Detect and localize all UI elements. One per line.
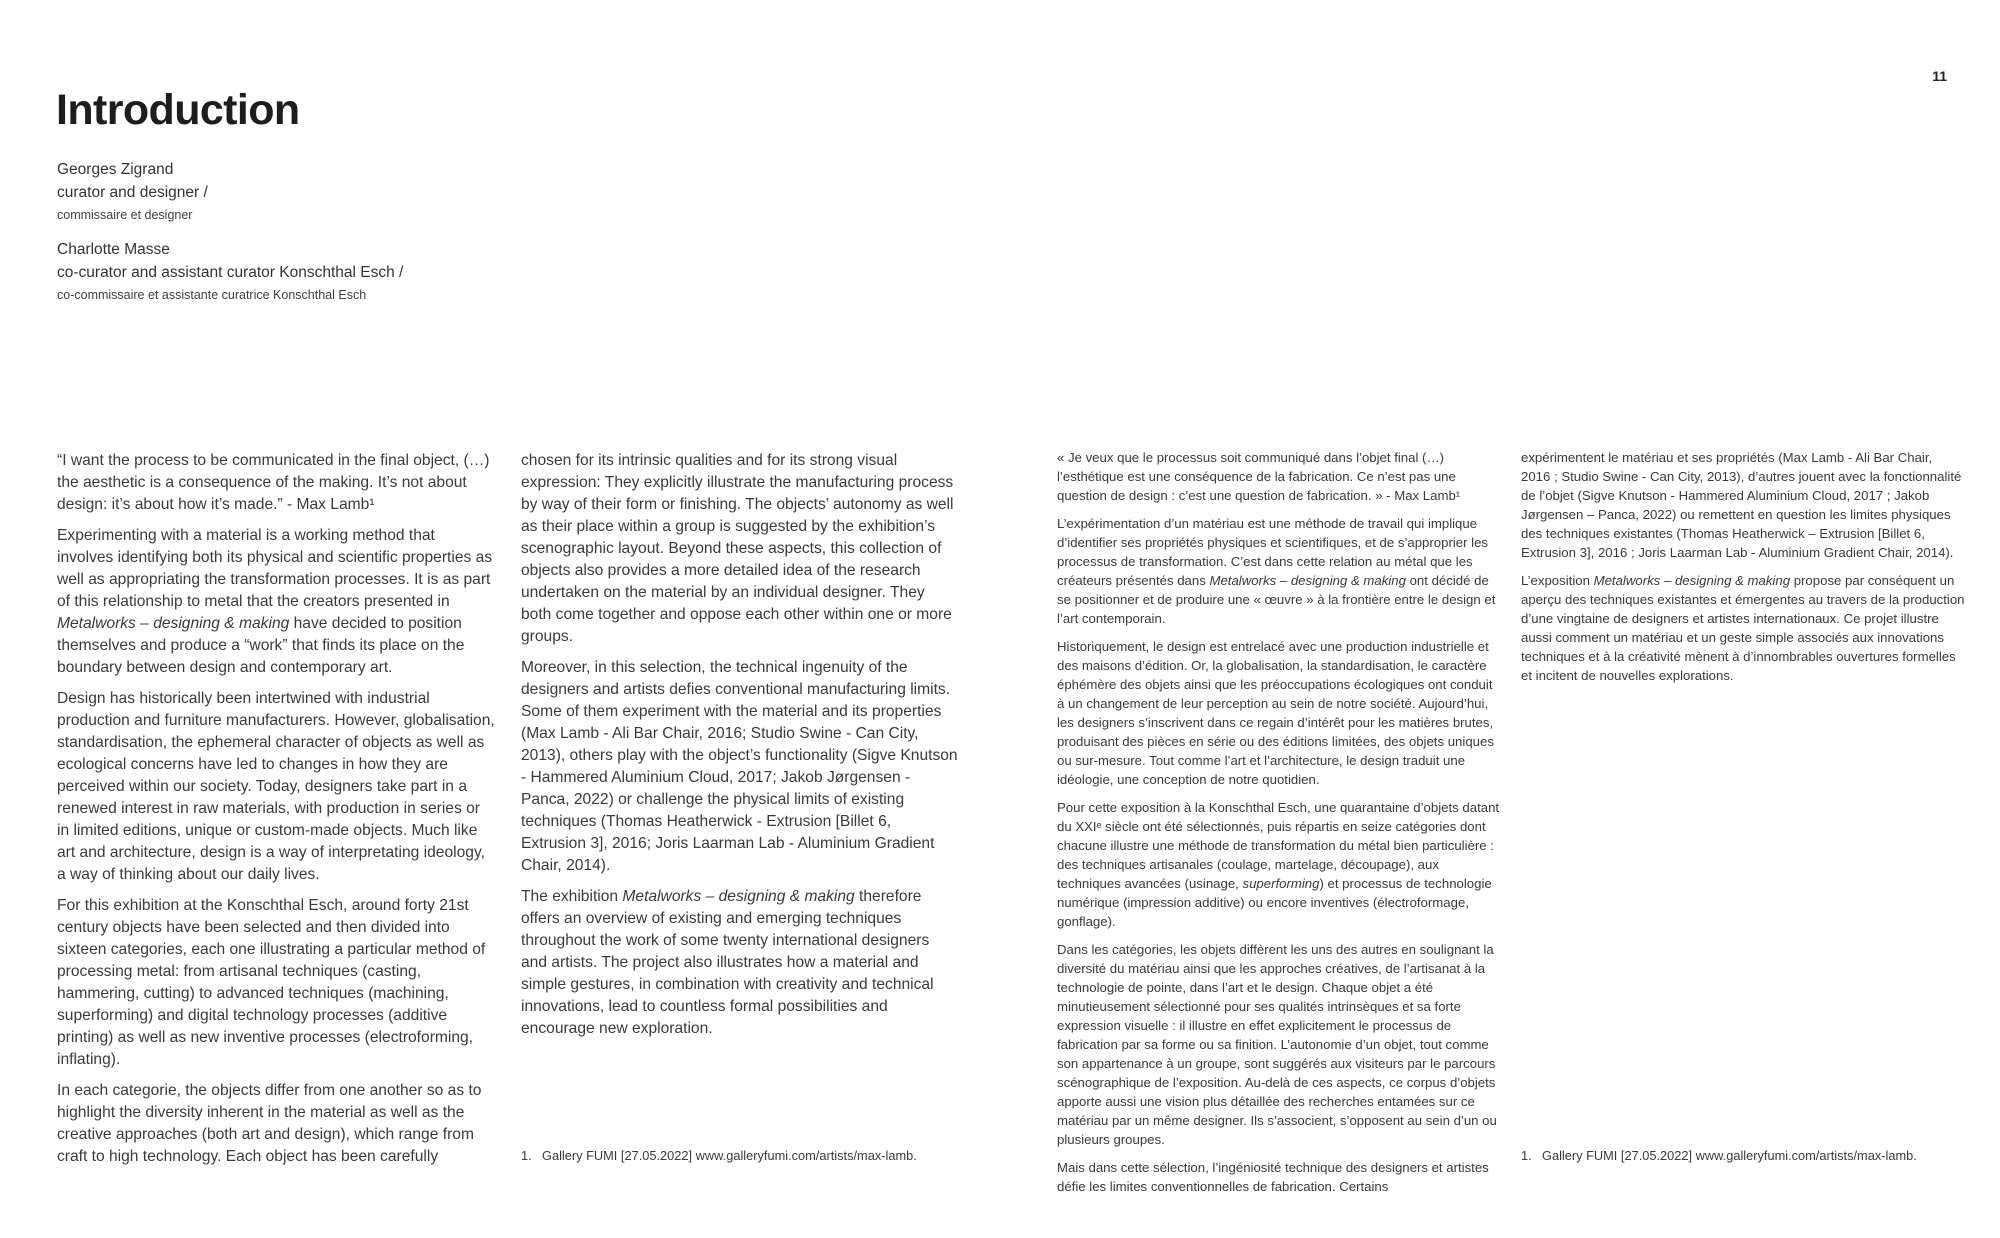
footnote-french bbox=[1521, 1147, 1965, 1164]
page-title: Introduction bbox=[56, 85, 300, 134]
author-role-en: co-curator and assistant curator Konschthal Esch / bbox=[57, 263, 404, 281]
italic-text: Metalworks – designing & making bbox=[57, 615, 290, 632]
footnote-text: Gallery FUMI [27.05.2022] www.galleryfumi.com/artists/max-lamb. bbox=[542, 1148, 917, 1163]
paragraph: Pour cette exposition à la Konschthal Esch, une quarantaine d’objets datant du XXIᵉ siècle ont été sélectionnés, puis répartis en seize catégories dont chacune illustre une méthode de transformation du métal bien particulière : des techniques artisanales (coulage, martelage, découpage), aux techniques avancées (usinage, superforming) et processus de technologie numérique (impression additive) ou encore inventives (électroformage, gonflage). bbox=[1057, 800, 1500, 929]
footnote-number: 1. bbox=[1521, 1148, 1532, 1163]
paragraph: « Je veux que le processus soit communiqué dans l’objet final (…) l’esthétique est une conséquence de la fabrication. Ce n’est pas une question de design : c’est une question de fabrication. » - Max Lamb¹ bbox=[1057, 450, 1461, 503]
paragraph: Experimenting with a material is a working method that involves identifying both its physical and scientific properties as well as appropriating the transformation processes. It is as part of this relationship to metal that the creators presented in Metalworks – designing & making have decided to position themselves and produce a “work” that finds its place on the boundary between design and contemporary art. bbox=[57, 527, 493, 676]
paragraph: For this exhibition at the Konschthal Esch, around forty 21st century objects have been selected and then divided into sixteen categories, each one illustrating a particular method of processing metal: from artisanal techniques (casting, hammering, cutting) to advanced techniques (machining, superforming) and digital technology processes (additive printing) as well as new inventive processes (electroforming, inflating). bbox=[57, 897, 486, 1068]
author-role-en: curator and designer / bbox=[57, 183, 208, 201]
paragraph: Dans les catégories, les objets diffèrent les uns des autres en soulignant la diversité du matériau ainsi que les approches créatives, de l’artisanat à la technologie de pointe, dans l’art et le design. Chaque objet a été minutieusement sélectionné pour ses qualités intrinsèques et sa forte expression visuelle : il illustre en effet explicitement le processus de fabrication par sa forme ou sa finition. L’autonomie d’un objet, tout comme son appartenance à un groupe, sont suggérés aux visiteurs par le parcours scénographique de l’exposition. Au-delà de ces aspects, ce corpus d’objets apporte aussi une vision plus détaillée des recherches entamées sur ce matériau par un même designer. Ils s’associent, s’opposent au sein d’un ou plusieurs groupes. bbox=[1057, 942, 1497, 1147]
paragraph: Moreover, in this selection, the technical ingenuity of the designers and artists defies conventional manufacturing limits. Some of them experiment with the material and its properties (Max Lamb - Ali Bar Chair, 2016; Studio Swine - Can City, 2013), others play with the object’s functionality (Sigve Knutson - Hammered Aluminium Cloud, 2017; Jakob Jørgensen - Panca, 2022) or challenge the physical limits of existing techniques (Thomas Heatherwick - Extrusion [Billet 6, Extrusion 3], 2016; Joris Laarman Lab - Aluminium Gradient Chair, 2014). bbox=[521, 659, 958, 874]
author-role-fr: co-commissaire et assistante curatrice Konschthal Esch bbox=[57, 288, 367, 302]
italic-text: Metalworks – designing & making bbox=[622, 888, 855, 905]
paragraph: “I want the process to be communicated in the final object, (…) the aesthetic is a consequence of the making. It’s not about design: it’s about how it’s made.” - Max Lamb¹ bbox=[57, 452, 490, 513]
italic-text: Metalworks – designing & making bbox=[1593, 573, 1791, 588]
author-entry bbox=[57, 239, 403, 303]
text-column-french-1 bbox=[1057, 448, 1501, 1205]
paragraph: L’exposition Metalworks – designing & making propose par conséquent un aperçu des techniques existantes et émergentes au travers de la production d’une vingtaine de designers et artistes internationaux. Ce projet illustre aussi comment un matériau et un geste simple associés aux innovations techniques et à la créativité mènent à d’innombrables ouvertures formelles et incitent de nouvelles explorations. bbox=[1521, 573, 1965, 683]
text-column-french-2 bbox=[1521, 448, 1965, 694]
text-column-english-2 bbox=[521, 450, 959, 1049]
italic-text: superforming bbox=[1242, 876, 1320, 891]
author-entry bbox=[57, 159, 403, 223]
page-number: 11 bbox=[1932, 68, 1947, 84]
paragraph: The exhibition Metalworks – designing & making therefore offers an overview of existing and emerging techniques throughout the work of some twenty international designers and artists. The project also illustrates how a material and simple gestures, in combination with creativity and technical innovations, lead to countless formal possibilities and encourage new exploration. bbox=[521, 888, 934, 1037]
paragraph: In each categorie, the objects differ from one another so as to highlight the diversity inherent in the material as well as the creative approaches (both art and design), which range from craft to high technology. Each object has been carefully bbox=[57, 1082, 482, 1165]
footnote-number: 1. bbox=[521, 1148, 532, 1163]
paragraph: Mais dans cette sélection, l’ingéniosité technique des designers et artistes défie les limites conventionnelles de fabrication. Certains bbox=[1057, 1160, 1489, 1194]
paragraph: expérimentent le matériau et ses propriétés (Max Lamb - Ali Bar Chair, 2016 ; Studio Swine - Can City, 2013), d’autres jouent avec la fonctionnalité de l’objet (Sigve Knutson - Hammered Aluminium Cloud, 2017 ; Jakob Jørgensen – Panca, 2022) ou remettent en question les limites physiques des techniques existantes (Thomas Heatherwick – Extrusion [Billet 6, Extrusion 3], 2016 ; Joris Laarman Lab - Aluminium Gradient Chair, 2014). bbox=[1521, 450, 1962, 560]
italic-text: Metalworks – designing & making bbox=[1209, 573, 1406, 588]
text-column-english-1 bbox=[57, 450, 495, 1177]
paragraph: chosen for its intrinsic qualities and for its strong visual expression: They explicitly illustrate the manufacturing process by way of their form or finishing. The objects’ autonomy as well as their place within a group is suggested by the exhibition’s scenographic layout. Beyond these aspects, this collection of objects also provides a more detailed idea of the research undertaken on the material by an individual designer. They both come together and oppose each other within one or more groups. bbox=[521, 452, 954, 645]
author-role-fr: commissaire et designer bbox=[57, 208, 193, 222]
footnote-english bbox=[521, 1147, 959, 1164]
author-name: Charlotte Masse bbox=[57, 241, 170, 258]
authors-block bbox=[57, 159, 403, 319]
author-name: Georges Zigrand bbox=[57, 161, 174, 178]
paragraph: L’expérimentation d’un matériau est une méthode de travail qui implique d’identifier ses propriétés physiques et scientifiques, et de s’approprier les processus de transformation. C’est dans cette relation au métal que les créateurs présentés dans Metalworks – designing & making ont décidé de se positionner et de produire une « œuvre » à la frontière entre le design et l’art contemporain. bbox=[1057, 516, 1496, 626]
paragraph: Historiquement, le design est entrelacé avec une production industrielle et des maisons d’édition. Or, la globalisation, la standardisation, le caractère éphémère des objets ainsi que les préoccupations écologiques ont conduit à un changement de leur perception au sein de notre société. Aujourd’hui, les designers s’inscrivent dans ce regain d’intérêt pour les matières brutes, produisant des pièces en série ou des éditions limitées, des objets uniques ou sur-mesure. Tout comme l’art et l’architecture, le design traduit une idéologie, une conception de notre quotidien. bbox=[1057, 639, 1494, 787]
paragraph: Design has historically been intertwined with industrial production and furniture manufacturers. However, globalisation, standardisation, the ephemeral character of objects as well as ecological concerns have led to changes in how they are perceived within our society. Today, designers take part in a renewed interest in raw materials, with production in series or in limited editions, unique or custom-made objects. Much like art and architecture, design is a way of interpretating ideology, a way of thinking about our daily lives. bbox=[57, 690, 495, 883]
footnote-text: Gallery FUMI [27.05.2022] www.galleryfumi.com/artists/max-lamb. bbox=[1542, 1148, 1917, 1163]
